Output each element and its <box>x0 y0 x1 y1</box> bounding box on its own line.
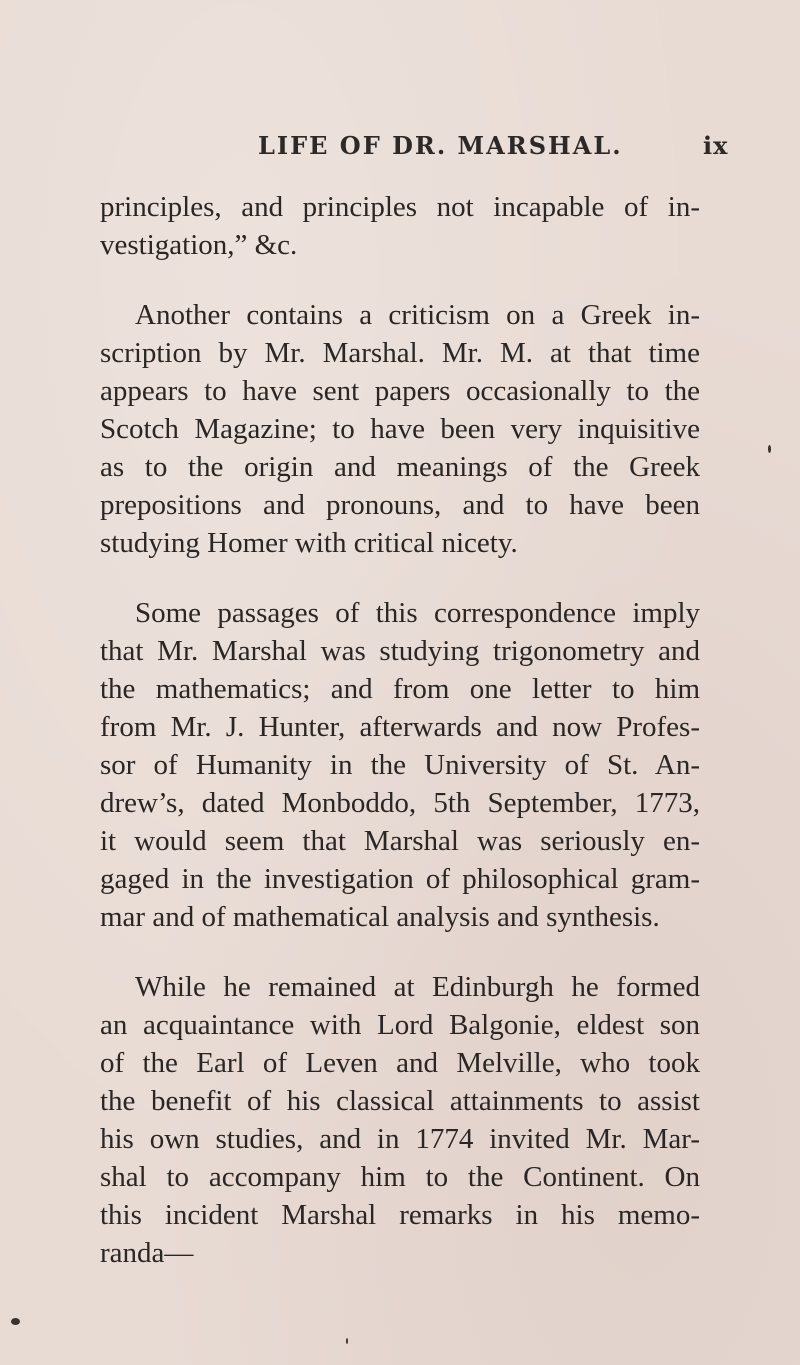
paragraph-4 <box>100 968 700 1272</box>
ink-speck <box>346 1338 348 1344</box>
text-line: that Mr. Marshal was studying trigonometry and <box>100 635 700 667</box>
text-line: it would seem that Marshal was seriously en- <box>100 825 700 857</box>
text-line: as to the origin and meanings of the Greek <box>100 451 700 483</box>
ink-speck <box>11 1318 20 1325</box>
text-line: gaged in the investigation of philosophical gram- <box>100 863 700 895</box>
running-head <box>0 131 800 163</box>
text-line: from Mr. J. Hunter, afterwards and now Profes- <box>100 711 700 743</box>
body-text <box>100 188 700 1304</box>
text-line: the mathematics; and from one letter to him <box>100 673 700 705</box>
text-line: randa— <box>100 1237 194 1269</box>
text-line: Scotch Magazine; to have been very inquisitive <box>100 413 700 445</box>
text-line: an acquaintance with Lord Balgonie, eldest son <box>100 1009 700 1041</box>
paragraph-1 <box>100 188 700 264</box>
ink-speck <box>768 445 771 453</box>
paragraph-2 <box>100 296 700 562</box>
page-number: ix <box>703 131 729 160</box>
text-line: appears to have sent papers occasionally to the <box>100 375 700 407</box>
text-line: principles, and principles not incapable of in- <box>100 191 700 223</box>
text-line: vestigation,” &c. <box>100 229 298 261</box>
text-line: Some passages of this correspondence imply <box>135 597 700 629</box>
text-line: sor of Humanity in the University of St. An- <box>100 749 700 781</box>
text-line: studying Homer with critical nicety. <box>100 527 518 559</box>
text-line: While he remained at Edinburgh he formed <box>135 971 700 1003</box>
text-line: Another contains a criticism on a Greek in- <box>135 299 700 331</box>
text-line: mar and of mathematical analysis and synthesis. <box>100 901 660 933</box>
running-title: LIFE OF DR. MARSHAL. <box>258 131 623 160</box>
text-line: his own studies, and in 1774 invited Mr. Mar- <box>100 1123 700 1155</box>
text-line: the benefit of his classical attainments to assist <box>100 1085 700 1117</box>
text-line: drew’s, dated Monboddo, 5th September, 1773, <box>100 787 700 819</box>
text-line: shal to accompany him to the Continent. On <box>100 1161 700 1193</box>
text-line: scription by Mr. Marshal. Mr. M. at that time <box>100 337 700 369</box>
text-line: prepositions and pronouns, and to have been <box>100 489 700 521</box>
paragraph-3 <box>100 594 700 936</box>
text-line: of the Earl of Leven and Melville, who took <box>100 1047 700 1079</box>
text-line: this incident Marshal remarks in his memo- <box>100 1199 700 1231</box>
